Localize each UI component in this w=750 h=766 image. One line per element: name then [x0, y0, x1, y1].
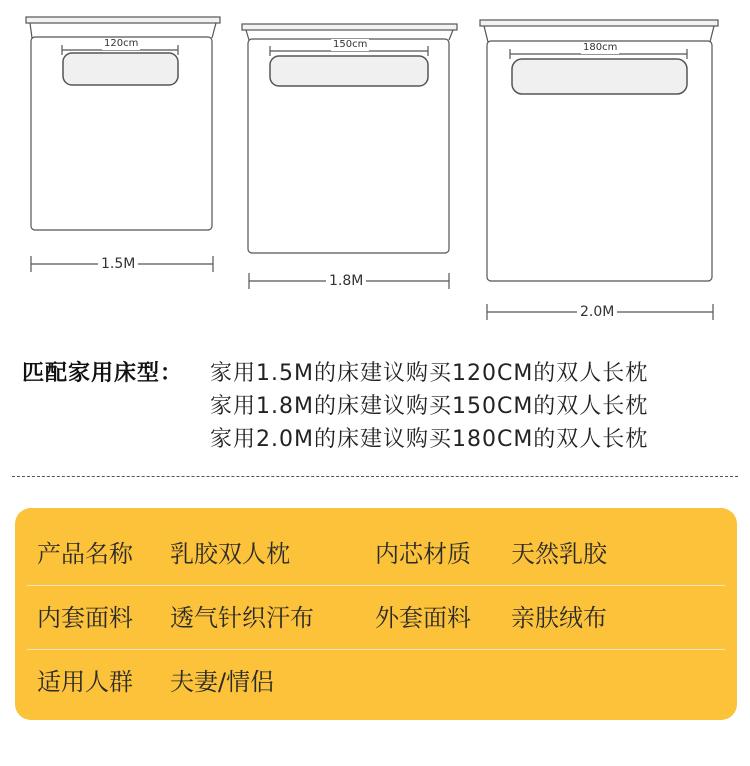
bed-width-label-2: 1.8M: [326, 273, 366, 289]
spec-label: 产品名称: [37, 540, 133, 568]
bed-width-label-3: 2.0M: [577, 304, 617, 320]
bed-match-line-3: 家用2.0M的床建议购买180CM的双人长枕: [210, 427, 649, 452]
dashed-divider: [12, 476, 738, 477]
bed-1: [26, 17, 220, 272]
bed-2: [242, 24, 457, 289]
spec-row-3: [15, 650, 737, 714]
spec-value: 乳胶双人枕: [170, 540, 290, 568]
spec-label: 内芯材质: [375, 540, 471, 568]
spec-value: 亲肤绒布: [511, 604, 607, 632]
pillow-width-label-2: 150cm: [333, 39, 368, 50]
bed-match-title: 匹配家用床型：: [22, 361, 184, 386]
bed-3: [480, 20, 718, 320]
spec-card: [15, 508, 737, 720]
pillow-width-label-3: 180cm: [583, 42, 618, 53]
spec-row-1: [15, 522, 737, 586]
spec-label: 适用人群: [37, 668, 133, 696]
bed-size-diagram: [0, 0, 750, 340]
spec-row-2: [15, 586, 737, 650]
spec-value: 透气针织汗布: [170, 604, 314, 632]
spec-label: 外套面料: [375, 604, 471, 632]
bed-match-line-2: 家用1.8M的床建议购买150CM的双人长枕: [210, 394, 649, 419]
bed-width-label-1: 1.5M: [98, 256, 138, 272]
pillow-width-label-1: 120cm: [104, 38, 139, 49]
spec-label: 内套面料: [37, 604, 133, 632]
spec-value: 夫妻/情侣: [170, 668, 275, 696]
bed-match-line-1: 家用1.5M的床建议购买120CM的双人长枕: [210, 361, 649, 386]
spec-value: 天然乳胶: [511, 540, 607, 568]
